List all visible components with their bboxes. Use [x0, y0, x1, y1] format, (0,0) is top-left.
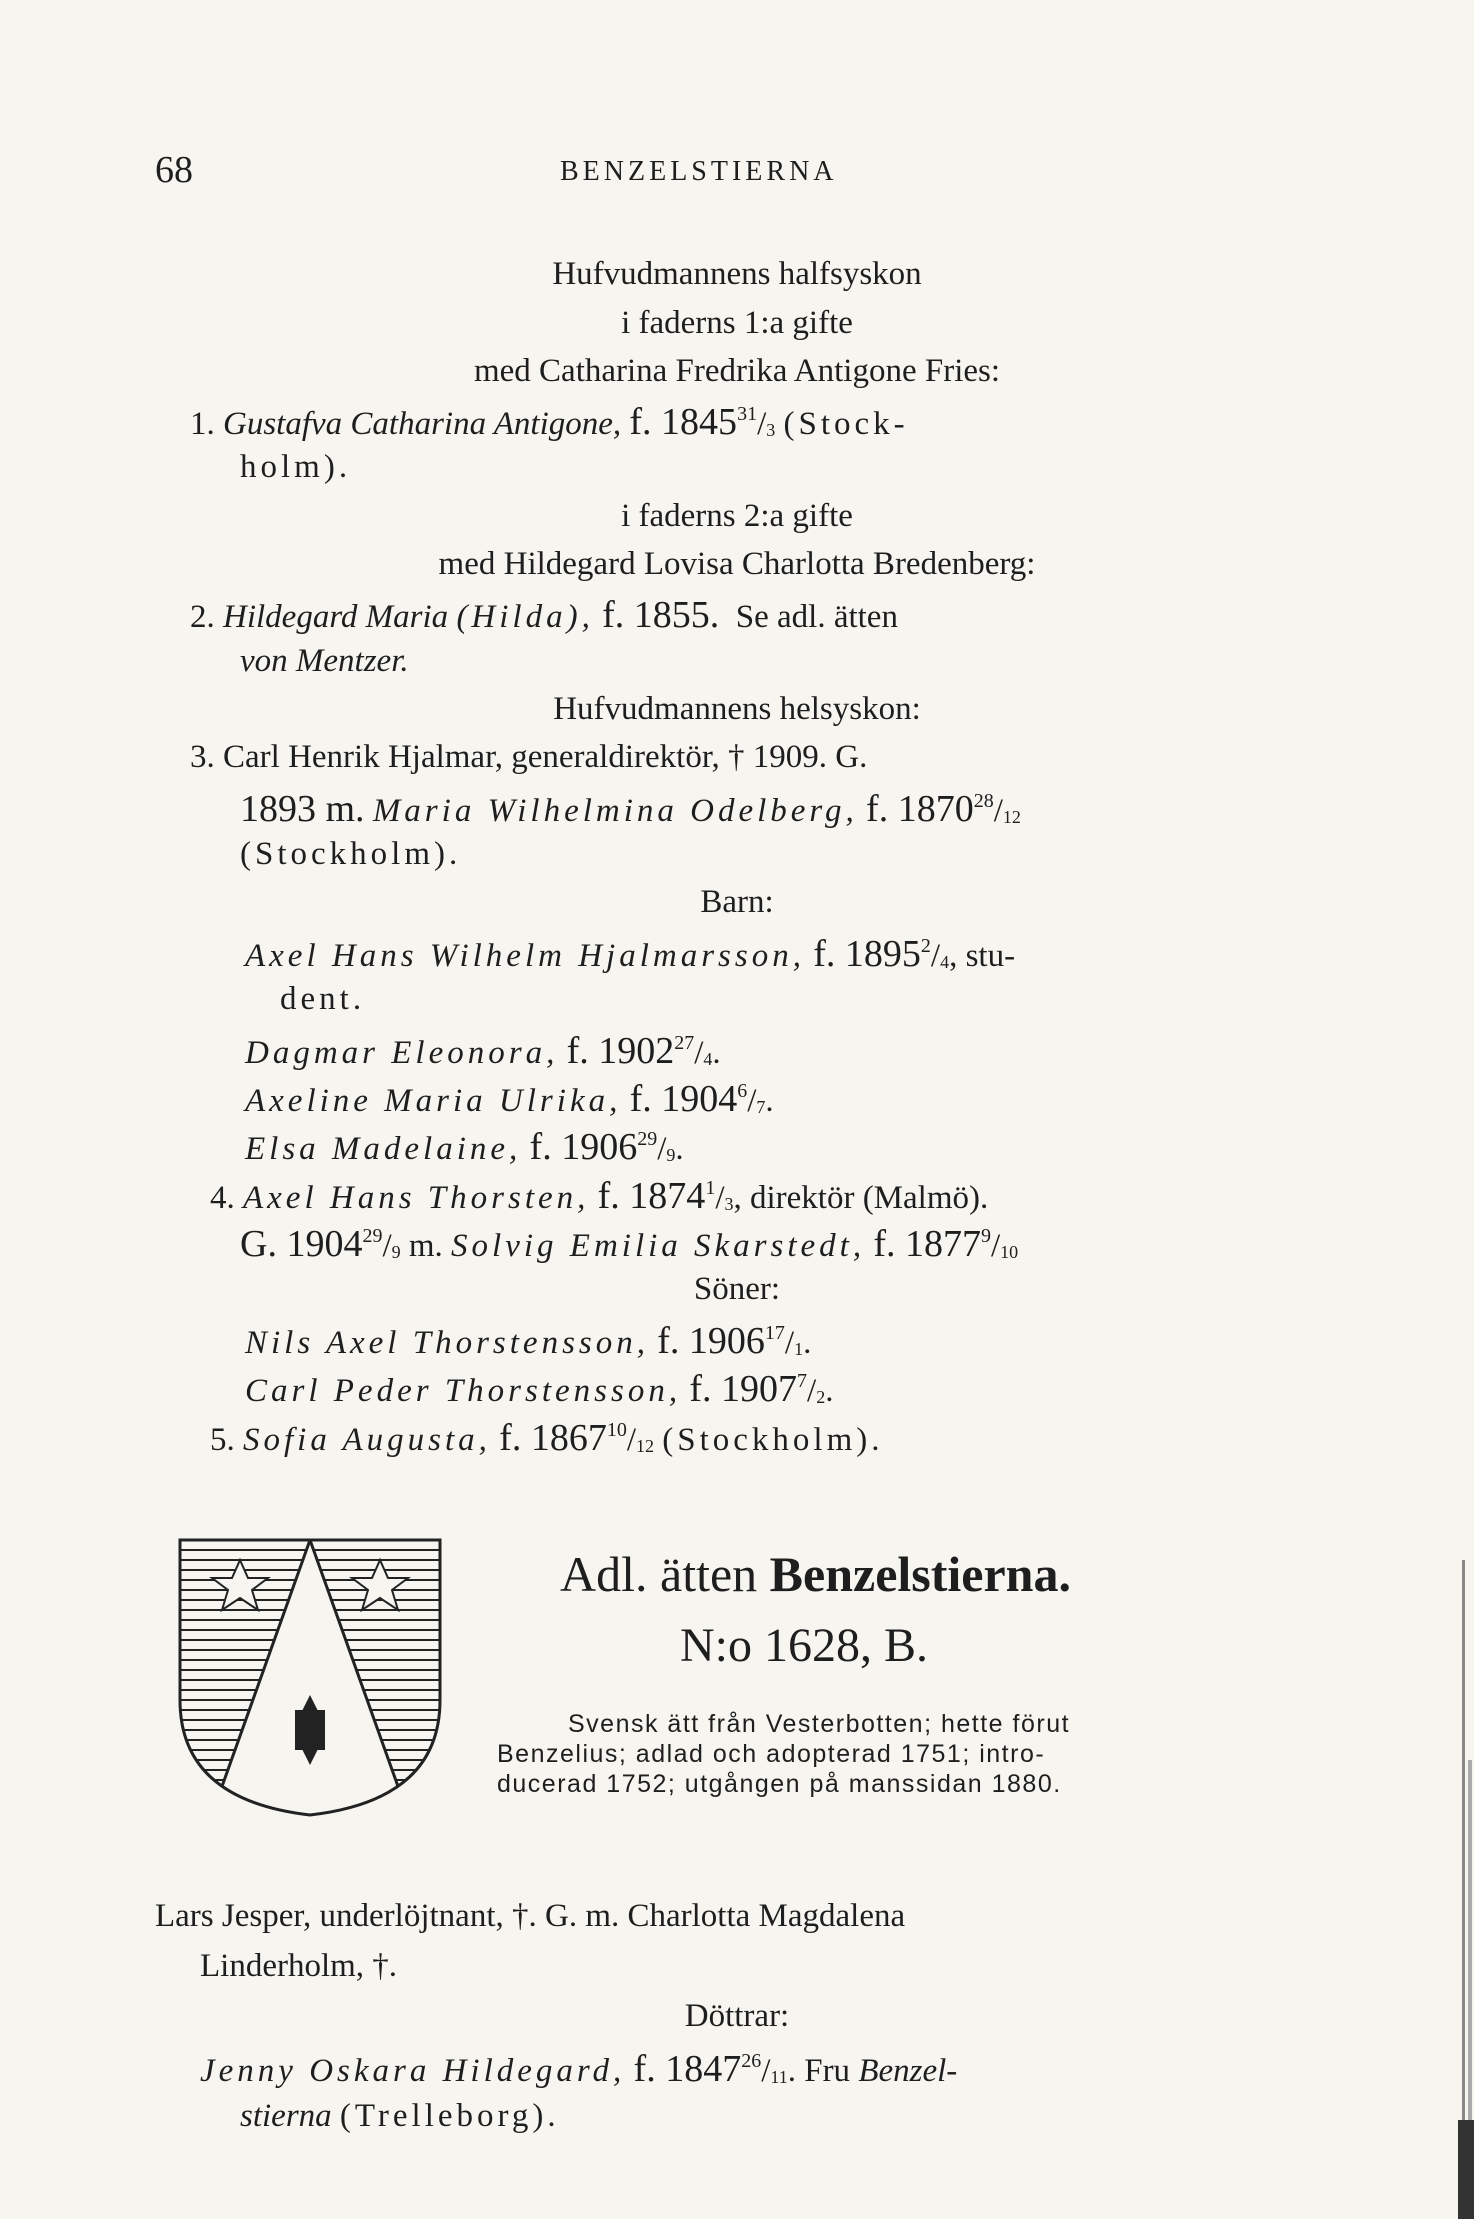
birth-day: 1 — [705, 1177, 716, 1199]
section-heading-half-siblings: Hufvudmannens halfsyskon — [552, 256, 922, 292]
child-row: Axel Hans Wilhelm Hjalmarsson, f. $1895^2/_4$, stu- — [245, 933, 1016, 975]
suffix: . — [712, 1035, 721, 1071]
suffix: . — [765, 1083, 774, 1119]
married-name: Benzel- — [858, 2053, 958, 2089]
birth-month: 12 — [636, 1436, 654, 1456]
marriage-year: 1893 m. — [240, 788, 365, 830]
with-label: m. — [408, 1228, 443, 1264]
entry-1: 1. Gustafva Catharina Antigone, f. $1845^{31}/_3$ (Stock- — [190, 401, 909, 443]
page-number: 68 — [155, 149, 193, 191]
birth-day: 17 — [764, 1322, 785, 1344]
entry-4: 4. Axel Hans Thorsten, f. $1874^1/_3$, direktör (Malmö). — [210, 1175, 989, 1217]
nickname: (Hilda), — [456, 599, 594, 635]
daughter-row-cont — [240, 2100, 560, 2133]
child-name: Dagmar Eleonora, — [245, 1035, 559, 1071]
birth-day: 28 — [973, 790, 994, 812]
marriage-month: 9 — [391, 1242, 401, 1262]
entry-text: Carl Henrik Hjalmar, generaldirektör, † 1909. G. — [223, 739, 868, 775]
daughters-heading: Döttrar: — [684, 1998, 790, 2034]
entry-3 — [190, 741, 867, 774]
entry-number: 1. — [190, 406, 215, 442]
birth-day: 9 — [981, 1225, 991, 1247]
marriage-day: 29 — [362, 1225, 383, 1247]
birth-day: 27 — [674, 1032, 695, 1054]
founder-line-cont: Linderholm, †. — [200, 1948, 398, 1984]
birth-year: f. 1874 — [597, 1175, 706, 1217]
place: (Stockholm). — [662, 1422, 884, 1458]
spouse-name: Solvig Emilia Skarstedt, — [451, 1228, 866, 1264]
entry-4-line2: G. $1904^{29}/_9$ m. Solvig Emilia Skarstedt, f. $1877^9/_{10}$ — [240, 1223, 1019, 1265]
person-name: Hildegard Maria — [223, 599, 449, 635]
suffix: , stu- — [949, 938, 1016, 974]
birth-year: f. 1847 — [633, 2048, 742, 2090]
daughter-row: Jenny Oskara Hildegard, f. $1847^{26}/_{11}$. Fru Benzel- — [200, 2048, 958, 2090]
birth-day: 2 — [920, 935, 931, 957]
birth-day: 10 — [606, 1419, 627, 1441]
title-prefix: Adl. ätten — [560, 1546, 758, 1602]
suffix: . — [675, 1131, 684, 1167]
occupation: , direktör (Malmö). — [733, 1180, 989, 1216]
family-description-line: Svensk ätt från Vesterbotten; hette förut — [568, 1710, 1071, 1738]
birth-day: 26 — [741, 2050, 762, 2072]
birth-year: f. 1895 — [813, 933, 921, 975]
family-description-line: ducerad 1752; utgången på manssidan 1880. — [497, 1770, 1062, 1798]
sons-heading: Söner: — [693, 1271, 781, 1307]
birth-year: f. 1867 — [499, 1417, 607, 1459]
second-marriage-line: i faderns 2:a gifte — [621, 498, 853, 534]
child-row-cont: dent. — [280, 981, 366, 1017]
child-name: Axel Hans Wilhelm Hjalmarsson, — [245, 938, 805, 974]
marriage-year: G. 1904 — [240, 1223, 363, 1265]
family-name: Benzelstierna. — [769, 1546, 1071, 1602]
cross-reference: Se adl. ätten — [735, 599, 898, 635]
birth-month: 11 — [770, 2067, 788, 2087]
birth-day: 29 — [637, 1128, 658, 1150]
entry-2 — [190, 596, 898, 634]
place: (Trelleborg). — [339, 2098, 560, 2134]
second-wife-line: med Hildegard Lovisa Charlotta Bredenberg: — [438, 546, 1036, 582]
child-name: Elsa Madelaine, — [245, 1131, 522, 1167]
birth-year: f. 1907 — [689, 1368, 798, 1410]
child-row: Elsa Madelaine, f. $1906^{29}/_9$. — [245, 1126, 684, 1168]
first-wife-line: med Catharina Fredrika Antigone Fries: — [473, 353, 1001, 389]
entry-3-place: (Stockholm). — [240, 836, 462, 872]
birth-month: 7 — [756, 1097, 766, 1117]
family-number: N:o 1628, B. — [680, 1619, 929, 1672]
birth-year: f. 1845 — [629, 401, 738, 443]
founder-line: Lars Jesper, underlöjtnant, †. G. m. Charlotta Magdalena — [155, 1898, 906, 1934]
family-description-line: Benzelius; adlad och adopterad 1751; intro- — [497, 1740, 1046, 1768]
entry-number: 3. — [190, 739, 215, 775]
child-name: Axeline Maria Ulrika, — [245, 1083, 622, 1119]
children-heading: Barn: — [700, 884, 774, 920]
title-word: . Fru — [787, 2053, 851, 2089]
married-name-cont: stierna — [240, 2098, 332, 2134]
birth-month: 3 — [766, 420, 776, 440]
person-name: Sofia Augusta, — [243, 1422, 491, 1458]
birth-month: 3 — [724, 1194, 734, 1214]
birth-year: f. 1904 — [629, 1078, 738, 1120]
birth-month: 10 — [1000, 1242, 1019, 1262]
child-row: Axeline Maria Ulrika, f. $1904^6/_7$. — [245, 1078, 774, 1120]
birth-day: 7 — [797, 1370, 808, 1392]
coat-of-arms-icon — [170, 1530, 450, 1820]
birth-year: f. 1855. — [602, 594, 720, 636]
family-title — [560, 1545, 1071, 1603]
birth-year: f. 1906 — [529, 1126, 638, 1168]
entry-5: 5. Sofia Augusta, f. $1867^{10}/_{12}$ (Stockholm). — [210, 1417, 884, 1459]
birth-month: 1 — [794, 1339, 804, 1359]
birth-year: f. 1877 — [873, 1223, 981, 1265]
birth-year: f. 1902 — [566, 1030, 675, 1072]
entry-number: 5. — [210, 1422, 235, 1458]
section-heading-full-siblings: Hufvudmannens helsyskon: — [553, 691, 921, 727]
person-name: Axel Hans Thorsten, — [243, 1180, 590, 1216]
entry-number: 2. — [190, 599, 215, 635]
birth-day: 6 — [737, 1080, 748, 1102]
birth-month: 9 — [666, 1145, 676, 1165]
page-edge-shadow — [1444, 1560, 1474, 2219]
birth-day: 31 — [737, 403, 758, 425]
birth-month: 12 — [1002, 807, 1021, 827]
son-name: Nils Axel Thorstensson, — [245, 1325, 650, 1361]
place: (Stock- — [783, 406, 909, 442]
son-name: Carl Peder Thorstensson, — [245, 1373, 682, 1409]
birth-year: f. 1870 — [866, 788, 974, 830]
entry-number: 4. — [210, 1180, 235, 1216]
birth-month: 4 — [703, 1049, 713, 1069]
entry-3-line2: 1893 m. Maria Wilhelmina Odelberg, f. $1870^{28}/_{12}$ — [240, 788, 1021, 830]
birth-month: 2 — [816, 1387, 826, 1407]
son-row: Nils Axel Thorstensson, f. $1906^{17}/_1$. — [245, 1320, 812, 1362]
running-title: BENZELSTIERNA — [560, 156, 838, 187]
spouse-name: Maria Wilhelmina Odelberg, — [372, 793, 858, 829]
son-row: Carl Peder Thorstensson, f. $1907^7/_2$. — [245, 1368, 834, 1410]
birth-month: 4 — [940, 952, 950, 972]
person-name: Gustafva Catharina Antigone, — [223, 406, 622, 442]
entry-1-cont: holm). — [240, 449, 352, 485]
child-row: Dagmar Eleonora, f. $1902^{27}/_4$. — [245, 1030, 721, 1072]
first-marriage-line: i faderns 1:a gifte — [621, 305, 853, 341]
entry-2-cont: von Mentzer. — [240, 643, 409, 679]
birth-year: f. 1906 — [657, 1320, 765, 1362]
daughter-name: Jenny Oskara Hildegard, — [200, 2053, 626, 2089]
